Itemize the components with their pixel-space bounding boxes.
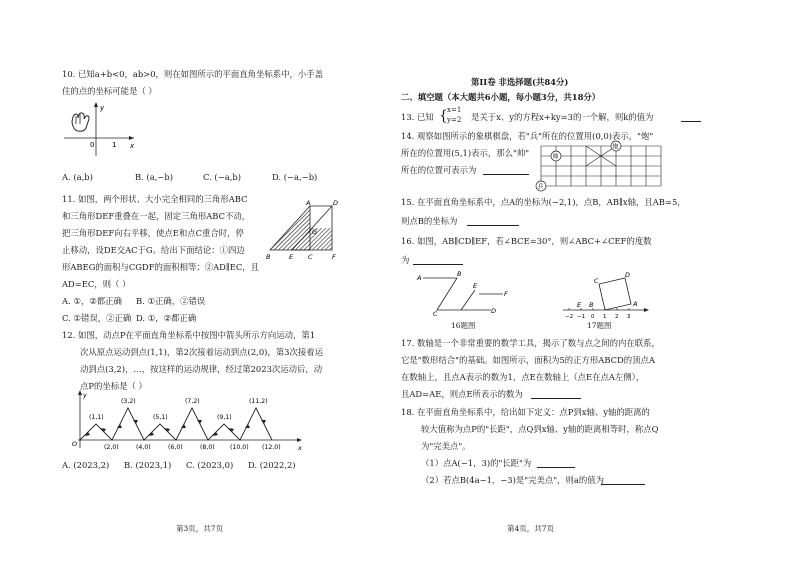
q11-label-d: D: [333, 199, 339, 207]
q15-line1: 15. 在平面直角坐标系中，点A的坐标为(−2,1)，点B，AB∥x轴，且AB=5，: [401, 197, 686, 207]
chess-piece-shuai: 帅: [552, 153, 559, 161]
q10-tick-label: 1: [112, 141, 117, 149]
q11-option-a: A. ①，②都正确: [62, 296, 122, 306]
q10-option-d: D. (−a,−b): [272, 172, 318, 182]
q13-system-top: x=1: [447, 106, 462, 114]
q12-line: 12. 如图，动点P在平面直角坐标系中按图中箭头所示方向运动，第1: [62, 330, 316, 340]
q12-line: 点P的坐标是（ ）: [80, 381, 147, 391]
q12-option-d: D. (2022,2): [248, 460, 296, 470]
right-page: [397, 0, 794, 562]
q12-point-label: (7,2): [185, 398, 200, 405]
q11-label-g: G: [312, 228, 318, 236]
q12-point-label: (6,0): [168, 444, 183, 451]
right-page-footer: 第4页，共7页: [507, 524, 555, 533]
q17-tick-label: 0: [591, 314, 595, 320]
q10-origin-label: 0: [90, 141, 95, 149]
q14-chessboard-figure: [537, 142, 667, 190]
q14-line3: 所在的位置可表示为: [401, 165, 477, 175]
q11-label-a: A: [306, 199, 311, 207]
q13-answer-blank[interactable]: [681, 113, 701, 122]
q16-answer-blank[interactable]: [413, 256, 463, 265]
q17-answer-blank[interactable]: [531, 390, 581, 399]
q15-line2: 则点B的坐标为: [401, 216, 458, 226]
q16-label-d: D: [491, 307, 497, 315]
q12-axis-x-label: x: [298, 444, 302, 452]
q18-sub2-answer-blank[interactable]: [601, 476, 645, 485]
q12-point-label: (10,0): [230, 444, 249, 451]
q11-line: 和三角形DEF重叠在一起，固定三角形ABC不动，: [62, 211, 251, 221]
q15-answer-blank[interactable]: [467, 217, 519, 226]
q10-axis-y-label: y: [100, 104, 105, 112]
q17-tick-label: −2: [565, 314, 574, 320]
q18-sub1: （1）点A(−1，3)的"长距"为: [421, 458, 532, 468]
q17-line: 且AD=AE，则点E所表示的数为: [401, 389, 523, 399]
q11-option-c: C. ①错误，②正确: [62, 313, 132, 323]
q16-label-f: F: [504, 290, 508, 298]
left-page-footer: 第3页，共7页: [176, 524, 224, 533]
q17-tick-label: 2: [615, 314, 619, 320]
part-title: 二、填空题（本大题共6小题，每小题3分，共18分）: [401, 92, 601, 102]
q10-line1: 10. 已知a+b<0，ab>0，则在如图所示的平面直角坐标系中，小手盖: [62, 69, 324, 79]
q13-brace: {: [439, 108, 448, 124]
q14-line1: 14. 观察如图所示的象棋棋盘，若"兵"所在的位置用(0,0)表示，"炮": [401, 131, 654, 141]
q12-point-label: (5,1): [153, 414, 168, 421]
q11-line: AD=EC，则（ ）: [62, 279, 131, 289]
q12-option-c: C. (2023,0): [186, 460, 234, 470]
q11-label-b: B: [266, 253, 271, 261]
q12-point-label: (2,0): [104, 444, 119, 451]
q17-label-d: D: [625, 271, 631, 279]
q10-option-c: C. (−a,b): [203, 172, 242, 182]
q10-option-a: A. (a,b): [62, 172, 93, 182]
q16-label-e: E: [473, 282, 478, 290]
q17-line: 在数轴上，且点A表示的数为1，点E在数轴上（点E在点A左侧），: [401, 372, 645, 382]
q12-point-label: (1,1): [89, 414, 104, 421]
q12-point-label: (3,2): [121, 398, 136, 405]
q16-line2: 为: [401, 255, 410, 265]
q14-answer-blank[interactable]: [483, 166, 529, 175]
q17-tick-label: 3: [627, 314, 631, 320]
q12-point-label: (11,2): [249, 398, 268, 405]
q12-point-label: (9,1): [217, 414, 232, 421]
q11-line: 把三角形DEF向右平移，使点E和点C重合时，停: [62, 228, 244, 238]
q12-zigzag-figure: [68, 388, 308, 452]
q17-line: 17. 数轴是一个非常重要的数学工具，揭示了数与点之间的内在联系，: [401, 338, 660, 348]
q16-label-b: B: [457, 270, 462, 278]
q17-label-e: E: [577, 301, 582, 309]
chess-piece-pao: 炮: [612, 143, 619, 151]
q12-option-a: A. (2023,2): [62, 460, 110, 470]
q17-label-b: B: [589, 301, 594, 309]
q17-label-c: C: [594, 277, 599, 285]
q13-system-bottom: y=2: [447, 116, 462, 124]
q17-caption: 17题图: [587, 321, 612, 330]
q17-tick-label: −1: [577, 314, 586, 320]
q10-axis-x-label: x: [130, 142, 135, 150]
q14-line2: 所在的位置用(5,1)表示，那么"帅": [401, 148, 530, 158]
section-title: 第II卷 非选择题(共84分): [471, 77, 569, 87]
q18-line: 18. 在平面直角坐标系中，给出如下定义：点P到x轴、y轴的距离的: [401, 407, 650, 417]
q11-label-e: E: [289, 253, 294, 261]
q11-line: 形ABEG的面积与CGDF的面积相等；②AD∥EC，且: [62, 262, 260, 272]
q18-line: 较大值称为点P的"长距"，点Q到x轴、y轴的距离相等时，称点Q: [421, 424, 659, 434]
q12-origin-label: O: [72, 440, 78, 448]
q17-line: 它是"数形结合"的基础。如图所示，面积为5的正方形ABCD的顶点A: [401, 355, 655, 365]
q12-option-b: B. (2023,1): [124, 460, 172, 470]
q13-prefix: 13. 已知: [401, 112, 434, 122]
q17-label-a: A: [633, 300, 638, 308]
q12-point-label: (4,0): [136, 444, 151, 451]
q11-option-b: B. ①正确，②错误: [136, 296, 206, 306]
q16-label-c: C: [433, 310, 438, 318]
q16-label-a: A: [417, 274, 422, 282]
q10-coordinate-figure: [60, 100, 140, 160]
q18-sub1-answer-blank[interactable]: [537, 459, 575, 468]
hand-icon: [72, 113, 89, 131]
q11-option-d: D. ①，②都正确: [136, 313, 197, 323]
q17-number-line-figure: [561, 270, 651, 320]
q11-label-f: F: [332, 253, 336, 261]
q11-label-c: C: [308, 253, 313, 261]
q13-text: 是关于x、y的方程x+ky=3的一个解，则k的值为: [471, 112, 654, 122]
q12-point-label: (8,0): [200, 444, 215, 451]
q10-line2: 住的点的坐标可能是（ ）: [62, 86, 157, 96]
q12-line: 动到点(3,2)，…，按这样的运动规律，经过第2023次运动后，动: [80, 364, 323, 374]
q12-point-label: (12,0): [262, 444, 281, 451]
q16-line1: 16. 如图，AB∥CD∥EF，若∠BCE=30°，则∠ABC+∠CEF的度数: [401, 236, 652, 246]
q16-caption: 16题图: [451, 321, 476, 330]
q12-line: 次从原点运动到点(1,1)，第2次接着运动到点(2,0)，第3次接着运: [80, 347, 323, 357]
chess-piece-bing: 兵: [537, 183, 544, 191]
q11-line: 止移动，设DE交AC于G。给出下面结论：①四边: [62, 245, 245, 255]
q11-line: 11. 如图，两个形状、大小完全相同的三角形ABC: [62, 194, 248, 204]
q16-parallel-lines-figure: [417, 270, 517, 316]
q10-option-b: B. (a,−b): [135, 172, 174, 182]
q18-sub2: （2）若点B(4a−1，−3)是"完美点"，则a的值为: [421, 475, 604, 485]
q18-line: 为"完美点"。: [421, 441, 471, 451]
q11-triangle-figure: [262, 198, 342, 262]
q12-axis-y-label: y: [83, 391, 87, 399]
q17-tick-label: 1: [603, 314, 607, 320]
